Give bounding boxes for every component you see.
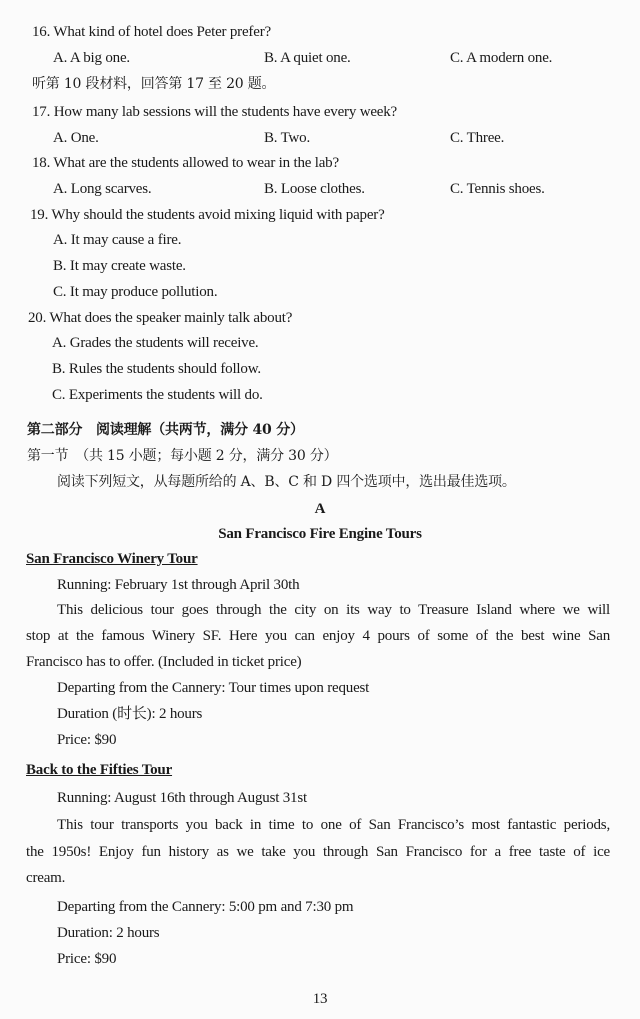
option-18a: A. Long scarves.	[53, 181, 152, 197]
tour-1-running: Running: February 1st through April 30th	[57, 577, 300, 593]
tour-2-running: Running: August 16th through August 31st	[57, 790, 307, 806]
reading-instruction: 阅读下列短文，从每题所给的 A、B、C 和 D 四个选项中，选出最佳选项。	[57, 474, 516, 490]
option-19a: A. It may cause a fire.	[53, 232, 182, 248]
tour-2-desc-line-2: the 1950s! Enjoy fun history as we take you through San Francisco for a free taste of ice	[26, 844, 610, 860]
option-20c: C. Experiments the students will do.	[52, 387, 263, 403]
option-18b: B. Loose clothes.	[264, 181, 365, 197]
tour-2-departing: Departing from the Cannery: 5:00 pm and 7:30 pm	[57, 899, 354, 915]
page-number: 13	[312, 991, 328, 1007]
option-16a: A. A big one.	[53, 50, 130, 66]
tour-1-desc-line-1: This delicious tour goes through the city on its way to Treasure Island where we will	[57, 602, 610, 618]
section1-heading: 第一节 （共 15 小题；每小题 2 分，满分 30 分）	[27, 448, 338, 464]
tour-1-departing: Departing from the Cannery: Tour times upon request	[57, 680, 370, 696]
option-16c: C. A modern one.	[450, 50, 553, 66]
option-17b: B. Two.	[264, 130, 311, 146]
option-16b: B. A quiet one.	[264, 50, 351, 66]
part2-heading: 第二部分 阅读理解（共两节，满分 40 分）	[27, 422, 304, 438]
tour-2-price: Price: $90	[57, 951, 117, 967]
option-19c: C. It may produce pollution.	[53, 284, 218, 300]
question-20: 20. What does the speaker mainly talk about?	[28, 310, 293, 326]
tour-1-name: San Francisco Winery Tour	[26, 551, 198, 567]
tour-2-desc-line-3: cream.	[26, 870, 66, 886]
option-17a: A. One.	[53, 130, 99, 146]
passage-letter: A	[314, 501, 326, 517]
tour-2-desc-line-1: This tour transports you back in time to one of San Francisco’s most fantastic periods,	[57, 817, 610, 833]
option-19b: B. It may create waste.	[53, 258, 186, 274]
option-17c: C. Three.	[450, 130, 505, 146]
tour-1-duration: Duration (时长): 2 hours	[57, 706, 203, 722]
option-18c: C. Tennis shoes.	[450, 181, 545, 197]
passage-title: San Francisco Fire Engine Tours	[218, 526, 422, 542]
option-20b: B. Rules the students should follow.	[52, 361, 261, 377]
option-20a: A. Grades the students will receive.	[52, 335, 259, 351]
question-17: 17. How many lab sessions will the students have every week?	[32, 104, 397, 120]
question-18: 18. What are the students allowed to wear in the lab?	[32, 155, 339, 171]
tour-1-price: Price: $90	[57, 732, 117, 748]
tour-1-desc-line-3: Francisco has to offer. (Included in ticket price)	[26, 654, 302, 670]
question-16: 16. What kind of hotel does Peter prefer?	[32, 24, 271, 40]
tour-1-desc-line-2: stop at the famous Winery SF. Here you can enjoy 4 pours of some of the best wine San	[26, 628, 610, 644]
tour-2-name: Back to the Fifties Tour	[26, 762, 173, 778]
tour-2-duration: Duration: 2 hours	[57, 925, 160, 941]
question-19: 19. Why should the students avoid mixing liquid with paper?	[30, 207, 385, 223]
listening-instruction: 听第 10 段材料，回答第 17 至 20 题。	[32, 76, 276, 92]
